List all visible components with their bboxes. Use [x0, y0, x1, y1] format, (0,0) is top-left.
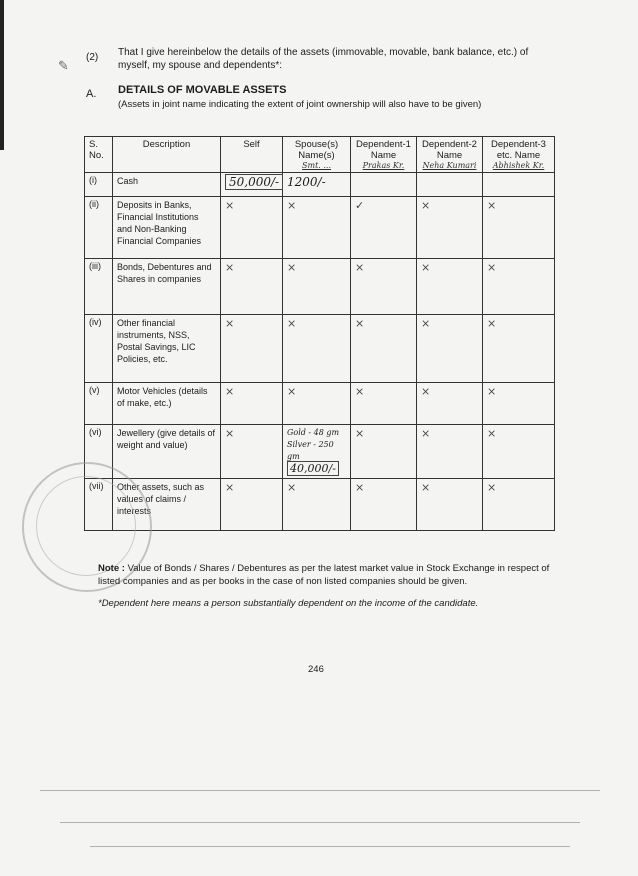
cell-mark: ×: [483, 479, 555, 531]
cell-mark: ×: [483, 425, 555, 479]
header-spouse: [283, 137, 351, 173]
row-sno: (v): [85, 383, 113, 425]
row-sno: (ii): [85, 197, 113, 259]
cash-dep1-value: [351, 173, 417, 197]
cell-mark: ×: [483, 383, 555, 425]
cell-mark: ×: [417, 259, 483, 315]
cell-mark: ×: [351, 425, 417, 479]
cell-mark: ×: [351, 259, 417, 315]
cell-mark: ×: [351, 383, 417, 425]
row-description: Bonds, Debentures and Shares in companies: [113, 259, 221, 315]
cell-mark: ×: [351, 479, 417, 531]
intro-text: That I give hereinbelow the details of the assets (immovable, movable, bank balance, etc.) of myself, my spouse and dependents*:: [118, 47, 529, 71]
cell-mark: ×: [483, 259, 555, 315]
dependent-definition: *Dependent here means a person substantially dependent on the income of the candidate.: [98, 598, 479, 609]
header-dep1-label: Dependent-1 Name: [356, 139, 411, 161]
jewellery-spouse-details: [283, 425, 351, 479]
row-sno: (iv): [85, 315, 113, 383]
cell-mark: ✓: [351, 197, 417, 259]
cell-mark: ×: [221, 383, 283, 425]
header-dependent-3: [483, 137, 555, 173]
header-spouse-label: Spouse(s) Name(s): [294, 139, 339, 161]
footnote-label: Note :: [98, 563, 125, 574]
cell-mark: ×: [283, 197, 351, 259]
jewellery-gold: Gold - 48 gm: [287, 428, 340, 437]
cell-mark: ×: [221, 197, 283, 259]
cell-mark: ×: [483, 315, 555, 383]
table-row: [85, 383, 555, 425]
jewellery-silver: Silver - 250 gm: [287, 440, 334, 461]
table-row: [85, 425, 555, 479]
cash-self-value: [221, 173, 283, 197]
header-dep3-label: Dependent-3 etc. Name: [491, 139, 546, 161]
cell-mark: ×: [283, 259, 351, 315]
cell-mark: ×: [283, 479, 351, 531]
intro-number: (2): [86, 52, 99, 63]
row-description: Other assets, such as values of claims / interests: [113, 479, 221, 531]
row-description: Deposits in Banks, Financial Institutions and Non-Banking Financial Companies: [113, 197, 221, 259]
table-row: [85, 315, 555, 383]
header-dependent-2: [417, 137, 483, 173]
cash-spouse-value: 1200/-: [283, 173, 351, 197]
seal-inner-ring: [36, 476, 136, 576]
section-letter: A.: [86, 88, 97, 100]
cash-dep2-value: [417, 173, 483, 197]
cell-mark: ×: [417, 425, 483, 479]
cell-mark: ×: [351, 315, 417, 383]
row-description: Other financial instruments, NSS, Postal Savings, LIC Policies, etc.: [113, 315, 221, 383]
cell-mark: ×: [417, 315, 483, 383]
header-dep2-label: Dependent-2 Name: [422, 139, 477, 161]
cell-mark: ×: [221, 479, 283, 531]
page-number: 246: [308, 664, 324, 675]
jewellery-value: 40,000/-: [287, 461, 339, 476]
cash-dep3-value: [483, 173, 555, 197]
section-title: DETAILS OF MOVABLE ASSETS: [118, 84, 287, 96]
header-dependent-1: [351, 137, 417, 173]
cell-mark: ×: [417, 197, 483, 259]
divider-line: [90, 846, 570, 847]
table-header-row: [85, 137, 555, 173]
divider-line: [40, 790, 600, 791]
cell-mark: ×: [417, 479, 483, 531]
movable-assets-table: [84, 136, 555, 531]
header-self: Self: [221, 137, 283, 173]
section-note: (Assets in joint name indicating the extent of joint ownership will also have to be given): [118, 99, 482, 110]
handwritten-spouse-name: Smt. ...: [302, 161, 331, 170]
cell-mark: ×: [283, 383, 351, 425]
row-sno: (i): [85, 173, 113, 197]
row-description: Cash: [113, 173, 221, 197]
cell-mark: ×: [221, 425, 283, 479]
header-sno: S. No.: [85, 137, 113, 173]
table-row: [85, 197, 555, 259]
row-sno: (vi): [85, 425, 113, 479]
cell-mark: ×: [221, 259, 283, 315]
row-description: Jewellery (give details of weight and value): [113, 425, 221, 479]
scan-edge-mark: [0, 0, 4, 150]
row-description: Motor Vehicles (details of make, etc.): [113, 383, 221, 425]
divider-line: [60, 822, 580, 823]
cash-self-amount: 50,000/-: [225, 174, 283, 190]
table-row: [85, 259, 555, 315]
table-row: [85, 479, 555, 531]
cell-mark: ×: [283, 315, 351, 383]
handwritten-dep2-name: Neha Kumari: [422, 161, 477, 170]
row-sno: (vii): [85, 479, 113, 531]
footnote: [98, 562, 568, 588]
header-description: Description: [113, 137, 221, 173]
cell-mark: ×: [483, 197, 555, 259]
cell-mark: ×: [221, 315, 283, 383]
handwritten-dep3-name: Abhishek Kr.: [492, 161, 545, 170]
handwritten-dep1-name: Prakas Kr.: [362, 161, 405, 170]
table-row: [85, 173, 555, 197]
margin-doodle: ✎: [58, 58, 69, 73]
cell-mark: ×: [417, 383, 483, 425]
row-sno: (iii): [85, 259, 113, 315]
footnote-text: Value of Bonds / Shares / Debentures as per the latest market value in Stock Exchange in respect of listed companies and as per books in the case of non listed companies should be given.: [98, 563, 550, 587]
